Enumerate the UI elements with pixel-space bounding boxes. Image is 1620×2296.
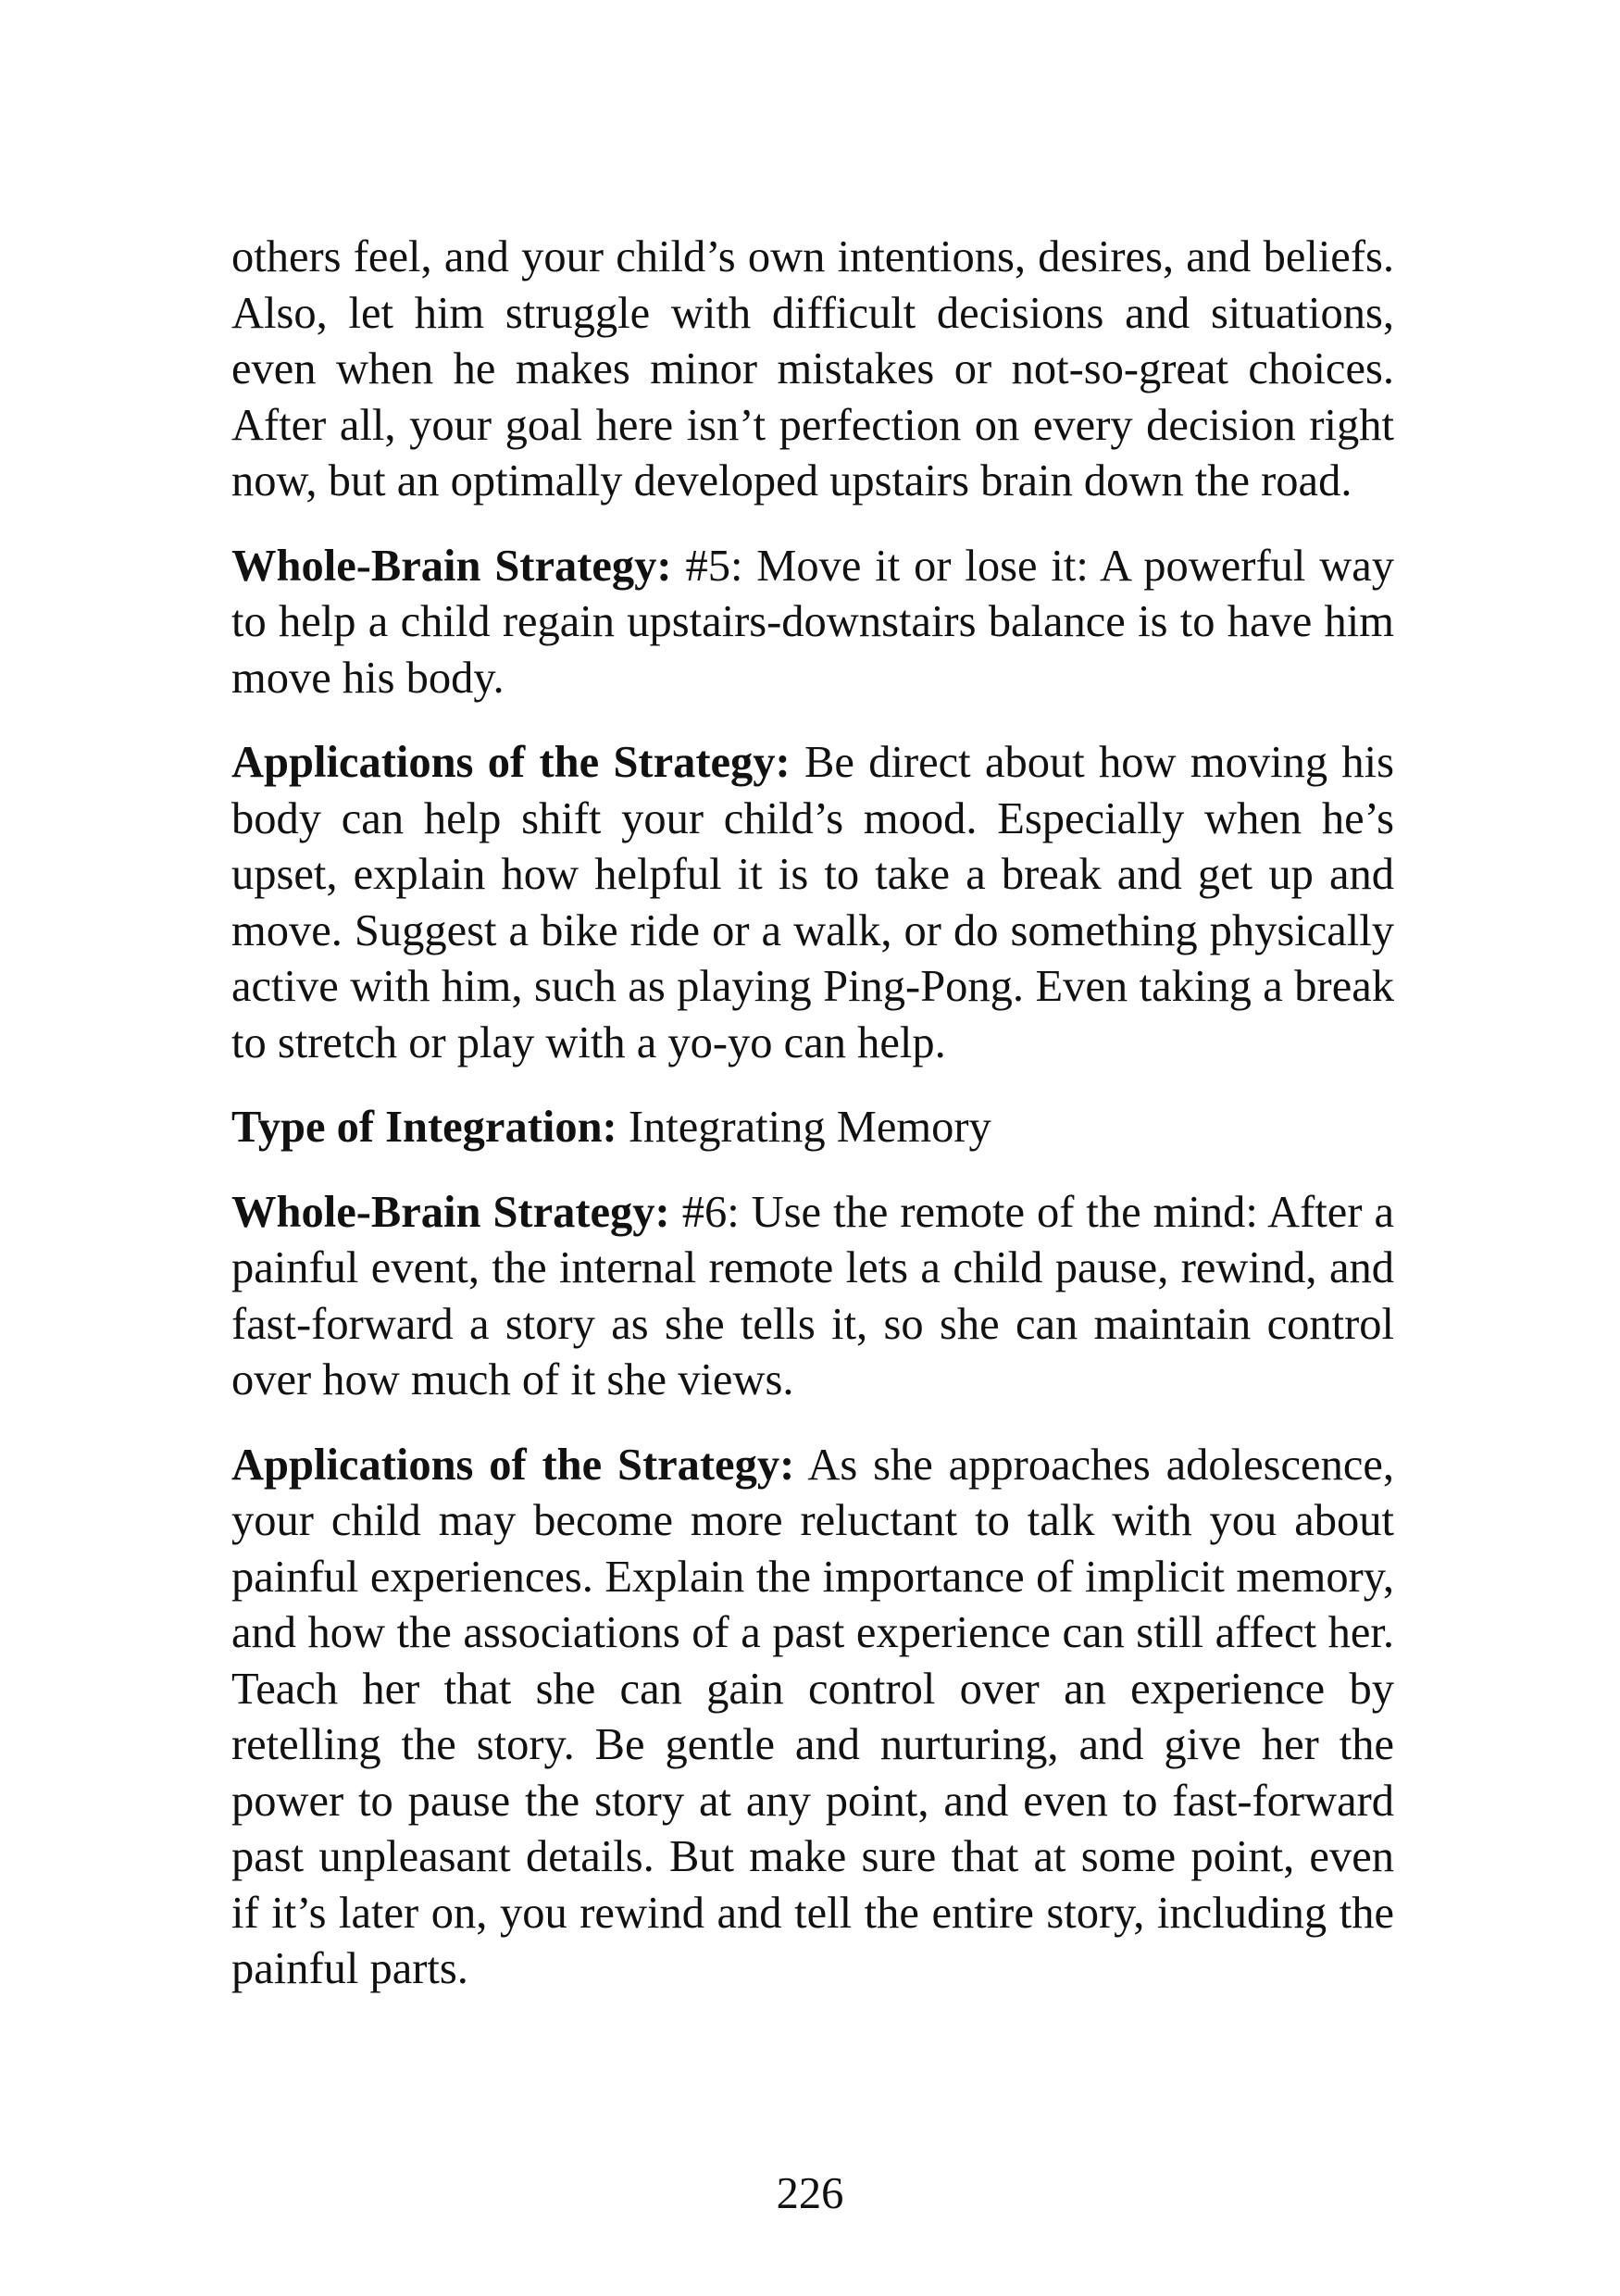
paragraph-text: others feel, and your child’s own intentions, desires, and beliefs. Also, let him struggle with difficult decisions and situations, even when he makes minor mistakes or not-so-great choices. After all, your goal here isn’t perfection on every decision right now, but an optimally developed upstairs brain down the road. xyxy=(231,232,1394,505)
page-body xyxy=(231,230,1394,2027)
page-number: 226 xyxy=(776,2169,844,2218)
paragraph-text: As she approaches adolescence, your child may become more reluctant to talk with you about painful experiences. Explain the importance of implicit memory, and how the associations of a past experience can still affect her. Teach her that she can gain control over an experience by retelling the story. Be gentle and nurturing, and give her the power to pause the story at any point, and even to fast-forward past unpleasant details. But make sure that at some point, even if it’s later on, you rewind and tell the entire story, including the painful parts. xyxy=(231,1440,1394,1993)
strategy-label: Whole-Brain Strategy: xyxy=(231,1187,670,1237)
paragraph-text: #5: Move it or lose it: A powerful way to help a child regain upstairs-downstairs balance is to have him move his body. xyxy=(231,541,1394,703)
paragraph-strategy-5 xyxy=(231,539,1394,707)
paragraph-integration-type xyxy=(231,1100,1394,1156)
paragraph-strategy-6 xyxy=(231,1185,1394,1409)
integration-type-label: Type of Integration: xyxy=(231,1103,617,1152)
integration-type-value: Integrating Memory xyxy=(628,1103,991,1152)
paragraph-text: #6: Use the remote of the mind: After a painful event, the internal remote lets a child pause, rewind, and fast-forward a story as she tells it, so she can maintain control over how much of it she views. xyxy=(231,1187,1394,1404)
applications-label: Applications of the Strategy: xyxy=(231,738,791,787)
paragraph-applications-5 xyxy=(231,735,1394,1071)
paragraph-text: Be direct about how moving his body can help shift your child’s mood. Especially when he’s upset, explain how helpful it is to take a break and get up and move. Suggest a bike ride or a walk, or do something physically active with him, such as playing Ping-Pong. Even taking a break to stretch or play with a yo-yo can help. xyxy=(231,738,1395,1067)
strategy-label: Whole-Brain Strategy: xyxy=(231,541,672,591)
paragraph-applications-6 xyxy=(231,1438,1394,1998)
paragraph-continuation xyxy=(231,230,1394,510)
applications-label: Applications of the Strategy: xyxy=(231,1440,795,1490)
